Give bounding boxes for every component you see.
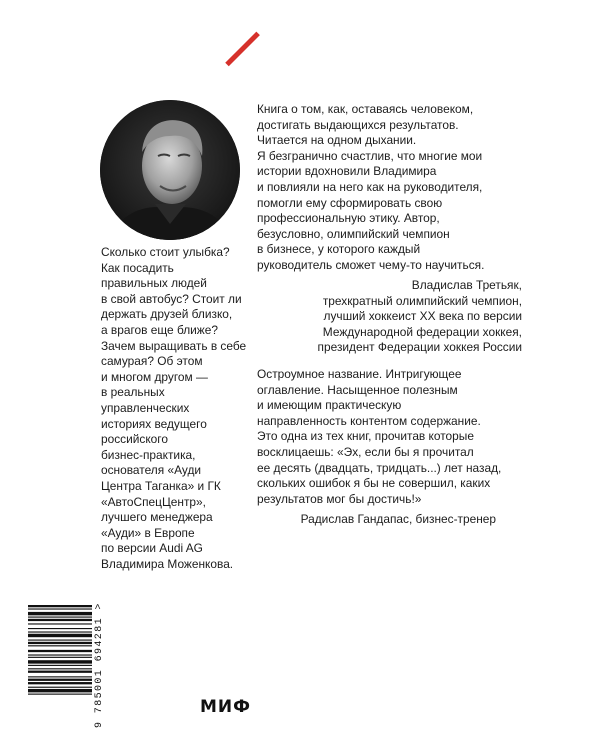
barcode xyxy=(28,603,102,729)
barcode-bar xyxy=(28,634,92,637)
author-portrait xyxy=(100,100,240,240)
text-line: и имеющим практическую xyxy=(257,398,402,413)
gandapas-quote xyxy=(257,367,557,507)
text-line: держать друзей близко, xyxy=(101,307,233,322)
gandapas-attribution xyxy=(300,512,496,528)
text-line: Книга о том, как, оставаясь человеком, xyxy=(257,102,474,116)
barcode-bar xyxy=(28,687,92,688)
text-line: Я безгранично счастлив, что многие мои xyxy=(257,148,483,163)
text-line: Владислав Третьяк, xyxy=(411,278,522,292)
text-line: управленческих xyxy=(101,400,190,415)
text-line: профессиональную этику. Автор, xyxy=(257,211,440,226)
text-line: лучший хоккеист XX века по версии xyxy=(323,309,522,324)
text-line: российского xyxy=(101,432,168,447)
barcode-bar xyxy=(28,657,92,658)
text-line: в реальных xyxy=(101,385,165,400)
text-line: восклицаешь: «Эх, если бы я прочитал xyxy=(257,444,474,459)
barcode-bar xyxy=(28,665,92,666)
text-line: историях ведущего xyxy=(101,416,207,431)
barcode-bar xyxy=(28,682,92,684)
text-line: бизнес-практика, xyxy=(101,447,196,462)
text-line: самурая? Об этом xyxy=(101,354,203,369)
text-line: скольких ошибок я бы не совершил, каких xyxy=(257,476,491,491)
barcode-bar xyxy=(28,628,92,629)
text-line: оглавление. Насыщенное полезным xyxy=(257,382,458,397)
barcode-bar xyxy=(28,650,92,652)
text-line: Это одна из тех книг, прочитав которые xyxy=(257,429,474,444)
text-line: руководитель сможет чему-то научиться. xyxy=(257,257,485,272)
barcode-bar xyxy=(28,671,92,673)
text-line: помогли ему сформировать свою xyxy=(257,195,443,210)
barcode-bar xyxy=(28,660,92,663)
isbn-digits: 9 785001 694281 > xyxy=(94,602,105,728)
text-line: трехкратный олимпийский чемпион, xyxy=(322,293,522,308)
barcode-bar xyxy=(28,640,92,641)
text-line: ее десять (двадцать, тридцать...) лет назад, xyxy=(257,460,502,475)
text-line: и многом другом — xyxy=(101,369,208,384)
text-line: Читается на одном дыхании. xyxy=(257,133,417,148)
barcode-bar xyxy=(28,679,92,681)
text-line: в бизнесе, у которого каждый xyxy=(257,242,421,257)
text-line: лучшего менеджера xyxy=(101,510,213,525)
text-line: Радислав Гандапас, бизнес-тренер xyxy=(300,512,496,526)
barcode-bar xyxy=(28,654,92,655)
text-line: Центра Таганка» и ГК xyxy=(101,478,221,493)
barcode-bar xyxy=(28,608,92,609)
barcode-bar xyxy=(28,605,92,607)
barcode-bar xyxy=(28,642,92,644)
text-line: безусловно, олимпийский чемпион xyxy=(257,226,450,241)
text-line: Как посадить xyxy=(101,260,174,275)
publisher-logo: МИФ xyxy=(200,697,252,717)
barcode-bar xyxy=(28,645,92,646)
tretiak-quote xyxy=(257,102,557,274)
tretiak-attribution xyxy=(300,278,522,356)
barcode-bar xyxy=(28,617,92,618)
book-description xyxy=(101,245,251,572)
text-line: «Ауди» в Европе xyxy=(101,525,195,540)
text-line: президент Федерации хоккея России xyxy=(317,340,522,355)
barcode-bar xyxy=(28,676,92,677)
barcode-bar xyxy=(28,689,92,692)
text-line: Зачем выращивать в себе xyxy=(101,338,247,353)
text-line: основателя «Ауди xyxy=(101,463,202,478)
text-line: Остроумное название. Интригующее xyxy=(257,367,462,381)
text-line: истории вдохновили Владимира xyxy=(257,164,437,179)
barcode-bar xyxy=(28,619,92,621)
text-line: направленность контентом содержание. xyxy=(257,413,481,428)
barcode-bar xyxy=(28,623,92,624)
text-line: правильных людей xyxy=(101,276,207,291)
text-line: по версии Audi AG xyxy=(101,541,203,556)
text-line: «АвтоСпецЦентр», xyxy=(101,494,206,509)
text-line: и повлияли на него как на руководителя, xyxy=(257,179,483,194)
barcode-bar xyxy=(28,631,92,632)
text-line: достигать выдающихся результатов. xyxy=(257,117,459,132)
text-line: результатов мог бы достичь!» xyxy=(257,491,422,506)
text-line: Владимира Моженкова. xyxy=(101,556,234,571)
text-line: Международной федерации хоккея, xyxy=(322,324,522,339)
barcode-bar xyxy=(28,694,92,695)
text-line: Сколько стоит улыбка? xyxy=(101,245,230,259)
red-accent-line xyxy=(225,32,260,67)
barcode-bar xyxy=(28,612,92,615)
text-line: а врагов еще ближе? xyxy=(101,322,218,337)
barcode-bar xyxy=(28,668,92,669)
text-line: в свой автобус? Стоит ли xyxy=(101,291,242,306)
